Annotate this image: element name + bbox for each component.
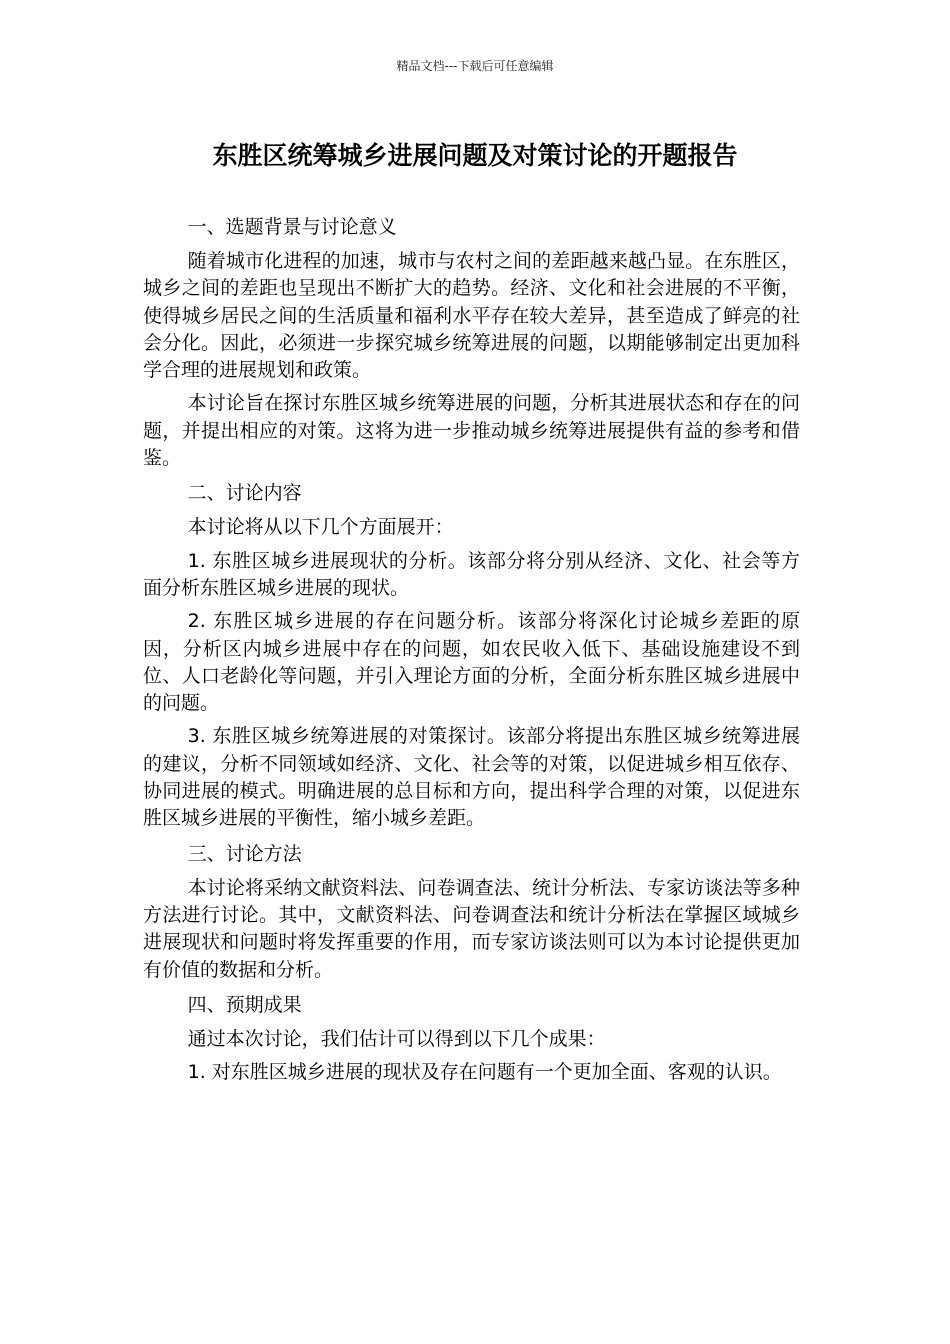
list-item-content-1: 1. 东胜区城乡进展现状的分析。该部分将分别从经济、文化、社会等方面分析东胜区城乡进展的现状。 [143,549,800,599]
document-body [143,212,800,1092]
paragraph-background-1: 随着城市化进程的加速，城市与农村之间的差距越来越凸显。在东胜区，城乡之间的差距也呈现出不断扩大的趋势。经济、文化和社会进展的不平衡，使得城乡居民之间的生活质量和福利水平存在较大差异，甚至造成了鲜亮的社会分化。因此，必须进一步探究城乡统筹进展的问题，以期能够制定出更加科学合理的进展规划和政策。 [143,250,800,382]
paragraph-methods: 本讨论将采纳文献资料法、问卷调查法、统计分析法、专家访谈法等多种方法进行讨论。其中，文献资料法、问卷调查法和统计分析法在掌握区域城乡进展现状和问题时将发挥重要的作用，而专家访谈法则可以为本讨论提供更加有价值的数据和分析。 [143,876,800,981]
paragraph-background-2: 本讨论旨在探讨东胜区城乡统筹进展的问题，分析其进展状态和存在的问题，并提出相应的对策。这将为进一步推动城乡统筹进展提供有益的参考和借鉴。 [143,392,800,470]
section-heading-content: 二、讨论内容 [187,482,302,505]
section-heading-outcomes: 四、预期成果 [187,993,302,1016]
section-heading-methods: 三、讨论方法 [187,842,302,865]
list-item-content-3: 3. 东胜区城乡统筹进展的对策探讨。该部分将提出东胜区城乡统筹进展的建议，分析不同领域如经济、文化、社会等的对策，以促进城乡相互依存、协同进展的模式。明确进展的总目标和方向，提出科学合理的对策，以促进东胜区城乡进展的平衡性，缩小城乡差距。 [143,725,800,830]
list-item-content-2: 2. 东胜区城乡进展的存在问题分析。该部分将深化讨论城乡差距的原因，分析区内城乡进展中存在的问题，如农民收入低下、基础设施建设不到位、人口老龄化等问题，并引入理论方面的分析，全面分析东胜区城乡进展中的问题。 [143,610,800,715]
document-title: 东胜区统筹城乡进展问题及对策讨论的开题报告 [212,141,738,170]
list-item-outcome-1: 1. 对东胜区城乡进展的现状及存在问题有一个更加全面、客观的认识。 [187,1061,782,1084]
paragraph-outcomes-intro: 通过本次讨论，我们估计可以得到以下几个成果： [187,1027,606,1050]
section-heading-background: 一、选题背景与讨论意义 [187,216,397,238]
header-note: 精品文档---下载后可任意编辑 [396,59,554,73]
paragraph-content-intro: 本讨论将从以下几个方面展开： [187,516,454,539]
